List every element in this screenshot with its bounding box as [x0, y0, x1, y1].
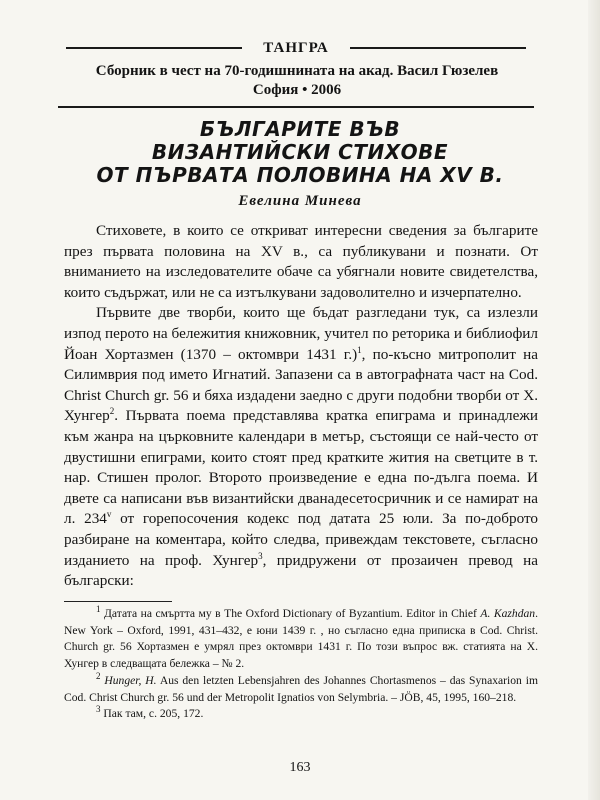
footnote-text: Aus den letzten Lebensjahren des Johannes Chortasmenos – das Synaxarion im Cod. Christ Church gr. 56 und der Metropolit Ignatios von Selymbria. – JÖB, 45, 1995, 160–218. [64, 673, 538, 704]
journal-header [66, 41, 526, 55]
footnote-text: Пак там, с. 205, 172. [100, 707, 204, 721]
footnote-number: 1 [96, 604, 101, 615]
folio-verso-mark: v [106, 509, 112, 520]
header-divider [58, 106, 534, 108]
title-line: ВИЗАНТИЙСКИ СТИХОВЕ [151, 140, 449, 164]
article-author: Евелина Минева [238, 193, 362, 209]
text-run: от горепосочения кодекс под датата 25 юли. За по-доброто разбиране на коментара, който следва, привеждам текстовете, съгласно изданието на проф. Хунгер [64, 510, 538, 569]
collection-info [62, 62, 532, 100]
footnote-author: Hunger, H. [104, 673, 157, 687]
text-run: , придружени от прозаичен превод на български: [64, 551, 539, 590]
footnote-number: 2 [96, 670, 101, 681]
article-body [64, 221, 538, 592]
footnote [64, 606, 538, 673]
footnote-ref[interactable]: 3 [258, 550, 263, 561]
paragraph [64, 303, 538, 591]
paragraph: Стиховете, в които се откриват интересни сведения за българите през първата половина на XV в., са публикувани и познати. От вниманието на изследователите обаче са убягнали новите свидетелства, които съдържат, или не са изтълкувани задоволително и изчерпателно. [64, 222, 538, 301]
header-rule-right [350, 47, 526, 49]
footnote-text: Датата на смъртта му в The Oxford Dictionary of Byzantium. Editor in Chief [100, 607, 481, 620]
text-run: . Първата поема представлява кратка епиграма и принадлежи към жанра на църковните календари в метър, състоящи се най-често от двустишни епиграми, които стоят пред кратките жития на светците в т. нар. Стишен пролог. Второто произведение е една по-дълга поема. И двете са написани във византийски дванадесетосричник и се намират на л. 234 [64, 407, 538, 528]
footnote [64, 706, 538, 723]
footnote-editor: A. Kazhdan [480, 607, 536, 620]
footnote-text: . New York – Oxford, 1991, 431–432, е юни 1439 г. , но съгласно една приписка в Cod. Christ. Church gr. 56 Хортазмен е умрял през октомври 1431 г. По този въпрос вж. статията на Х. Хунгер в следващата бележка – № 2. [64, 607, 539, 671]
footnote-rule [64, 601, 172, 602]
text-run: , по-късно митрополит на Силимврия под името Игнатий. Запазени са в автографната част на Cod. Christ Church gr. 56 и бяха издадени заедно с други подобни творби от Х. Хунгер [64, 345, 538, 425]
title-line: БЪЛГАРИТЕ ВЪВ [199, 117, 401, 141]
journal-title: ТАНГРА [263, 40, 329, 56]
footnote-number: 3 [96, 704, 101, 715]
title-line: ОТ ПЪРВАТА ПОЛОВИНА НА XV В. [96, 163, 504, 187]
place-year: София • 2006 [252, 82, 342, 98]
collection-title: Сборник в чест на 70-годишнината на акад. Васил Гюзелев [95, 63, 499, 79]
footnotes [64, 606, 538, 723]
page-edge [588, 0, 600, 800]
footnote-ref[interactable]: 2 [109, 406, 115, 417]
article-title [60, 118, 540, 187]
page-number: 163 [289, 760, 311, 775]
text-run: Първите две творби, които ще бъдат разгледани тук, са излезли изпод перото на бележития книжовник, учител по реторика и библиофил Йоан Хортазмен (1370 – октомври 1431 г.) [64, 304, 538, 363]
footnote [64, 670, 538, 706]
footnote-ref[interactable]: 1 [357, 344, 362, 355]
